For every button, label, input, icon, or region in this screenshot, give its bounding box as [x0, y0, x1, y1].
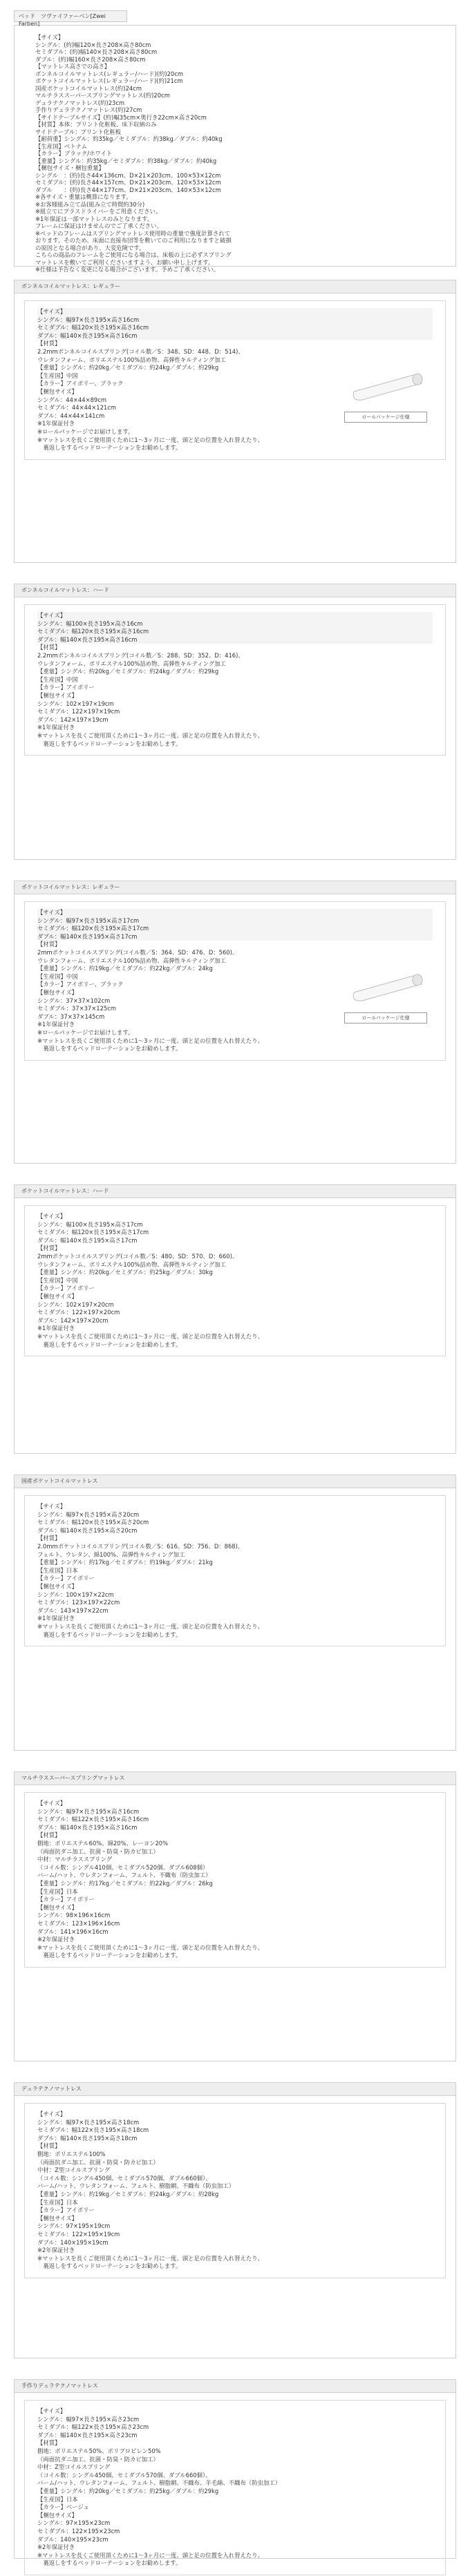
spec-line: 【サイドテーブルサイズ】(約)幅35cm×奥行き22cm×高さ20cm: [35, 113, 207, 121]
spec-line: セミダブル：幅122×長さ195×高さ18cm: [37, 2126, 149, 2134]
spec-line: ※1年保証付き: [37, 1615, 75, 1622]
spec-line: サイドテーブル：プリント化粧板: [35, 128, 121, 135]
spec-line: ※マットレスを長くご使用頂くために1〜3ヶ月に一度、頭と足の位置を入れ替えたり、: [37, 731, 263, 739]
spec-line: セミダブル：(約)幅140×長さ208×高さ80cm: [35, 48, 158, 55]
section-heading: ポケットコイルマットレス：ハード: [15, 1185, 455, 1198]
spec-line: シングル：37×37×102cm: [37, 997, 111, 1004]
spec-line: 【材質】: [37, 340, 61, 347]
mattress-section: [14, 2379, 456, 2567]
spec-line: （両面抗ダニ加工、抗菌・防臭・防カビ加工）: [37, 2455, 159, 2463]
spec-line: シングル：44×44×89cm: [37, 396, 107, 403]
spec-line: ウレタンフォーム、ポリエステル100%詰め物、高弾性キルティング加工: [37, 957, 227, 964]
spec-line: 【重量】シングル：約17kg／セミダブル：約19kg／ダブル：21kg: [37, 1559, 213, 1566]
spec-line: セミダブル：幅120×長さ195×高さ16cm: [37, 324, 433, 332]
spec-line: 【材質】: [37, 1535, 61, 1542]
spec-line: 国産ポケットコイルマットレス(約)24cm: [35, 84, 142, 92]
spec-line: フェルト、ウレタン、綿100%、高弾性キルティング加工: [37, 1550, 185, 1558]
spec-line: 【マットレス高さでの高さ】: [35, 63, 111, 70]
spec-line: 【梱包サイズ】: [37, 1903, 77, 1911]
mattress-section: [14, 584, 456, 860]
mattress-section: [14, 1184, 456, 1454]
roll-package-image: [346, 968, 429, 1009]
spec-line: 【生産国】中国: [37, 972, 78, 980]
spec-line: 【材質】: [37, 941, 61, 948]
spec-line: 【梱包サイズ】: [37, 691, 77, 699]
spec-line: 裏返しをするベッドローテーションをお勧めします。: [37, 1631, 182, 1638]
spec-line: こちらの商品のフレームをご使用になる場合は、床板の上に必ずスプリング: [35, 251, 232, 258]
spec-line: 側地：ポリエステル100%: [37, 2150, 106, 2157]
spec-line: ※仕様は予告なく変更になる場合がございます。予めご了承ください。: [35, 266, 219, 273]
spec-line: フレームに保証はけませんのでご了承ください。: [35, 222, 162, 229]
spec-line: 【サイズ】: [37, 909, 433, 917]
spec-line: 裏返しをするベッドローテーションをお勧めします。: [37, 444, 182, 452]
spec-line: シングル：(約)幅120×長さ208×高さ80cm: [35, 41, 151, 48]
spec-line: 【材質】: [37, 2439, 61, 2447]
spec-line: シングル：幅97×長さ195×高さ16cm: [37, 1807, 140, 1815]
spec-line: 【生産国】日本: [37, 2495, 78, 2503]
spec-line: ダブル：幅140×長さ195×高さ18cm: [37, 2134, 138, 2142]
spec-line: ダブル：幅140×長さ195×高さ17cm: [37, 1236, 138, 1244]
spec-line: ※1年保証は一部マットレスのみとなります。: [35, 215, 153, 222]
spec-line: ※2年保証付き: [37, 2544, 75, 2551]
spec-line: シングル：97×195×23cm: [37, 2519, 111, 2527]
spec-line: 【サイズ】: [35, 34, 64, 41]
spec-line: ウレタンフォーム、ポリエステル100%詰め物、高弾性キルティング加工: [37, 356, 227, 363]
spec-line: ダブル：幅140×長さ195×高さ17cm: [37, 933, 433, 941]
spec-line: セミダブル：122×195×23cm: [37, 2527, 120, 2535]
spec-line: 裏返しをするベッドローテーションをお勧めします。: [37, 740, 182, 747]
spec-line: ダブル：幅140×長さ195×高さ23cm: [37, 2431, 138, 2439]
spec-line: シングル：幅97×長さ195×高さ17cm: [37, 917, 433, 925]
spec-line: 【重量】シングル：約35kg／セミダブル：約38kg／ダブル：約40kg: [35, 157, 217, 164]
spec-line: ※1年保証付き: [37, 1325, 75, 1332]
spec-line: 【サイズ】: [37, 1213, 66, 1220]
spec-line: 【材質】本体：プリント化粧板、床下収納のみ: [35, 121, 157, 128]
spec-line: （コイル数：シングル450個、セミダブル570個、ダブル660個）、: [37, 2174, 212, 2182]
spec-line: シングル：幅97×長さ195×高さ18cm: [37, 2118, 140, 2126]
section-heading: 手作りデュラテクノマットレス: [15, 2380, 455, 2393]
spec-line: （両面抗ダニ加工、抗菌・防臭・防カビ加工）: [37, 2158, 159, 2166]
spec-line: 中材：Z型コイルスプリング: [37, 2166, 111, 2174]
spec-line: ※ロールパッケージでお届けします。: [37, 1028, 134, 1036]
spec-line: 側地：ポリエステル60%、綿20%、レーヨン20%: [37, 1839, 169, 1847]
spec-line: 【カラー】アイボリー: [37, 1285, 95, 1292]
spec-line: 中材：マルチラススプリング: [37, 1856, 113, 1863]
spec-line: セミダブル：幅120×長さ195×高さ16cm: [37, 628, 433, 636]
spec-line: ※マットレスを長くご使用頂くために1〜3ヶ月に一度、頭と足の位置を入れ替えたり、: [37, 436, 263, 443]
mattress-section: [14, 881, 456, 1164]
spec-line: バーム/ハット、ウレタンフォーム、フェルト、樹脂網、不織布、羊毛綿、不織布（防虫加工）: [37, 2479, 281, 2487]
spec-line: 裏返しをするベッドローテーションをお勧めします。: [37, 1340, 182, 1348]
spec-line: 【サイズ】: [37, 308, 433, 316]
spec-line: おります。そのため、床面に直接布団等を敷いてのご利用になりますと破損: [35, 237, 232, 244]
spec-line: セミダブル：122×197×20cm: [37, 1309, 120, 1316]
spec-line: 【重量】シングル：約20kg／セミダブル：約24kg／ダブル：約29kg: [37, 364, 219, 372]
spec-line: ※ベッドのフレームはスプリングマットレス使用時の重量で強度計算されて: [35, 229, 230, 237]
spec-line: セミダブル：123×196×16cm: [37, 1919, 120, 1927]
spec-line: 【梱包サイズ】: [37, 1582, 77, 1590]
spec-line: ダブル：143×197×22cm: [37, 1606, 109, 1614]
spec-line: 2mmポケットコイルスプリング(コイル数／S：364、SD：476、D：560)、: [37, 948, 238, 956]
section-heading: ポケットコイルマットレス：レギュラー: [15, 881, 455, 894]
spec-line: ポケットコイルマットレス(レギュラー/ハード)(約)21cm: [35, 77, 183, 84]
spec-line: ※お客様組み立て品(組み立て時間約30分): [35, 200, 145, 208]
roll-package-caption: ロールパッケージ仕様: [344, 412, 427, 423]
spec-line: 【梱包サイズ】: [37, 2511, 77, 2519]
spec-line: 【カラー】ベージュ: [37, 2503, 90, 2511]
spec-line: ダブル ：(約)長さ44×177cm、D×21×203cm、140×53×12cm: [35, 186, 221, 193]
spec-line: 側地：ポリエステル50%、ポリプロピレン50%: [37, 2447, 161, 2454]
spec-line: 【カラー】ブラック/ホワイト: [35, 150, 113, 157]
spec-line: ※2年保証付き: [37, 1936, 75, 1943]
spec-line: セミダブル：幅120×長さ195×高さ20cm: [37, 1519, 149, 1526]
spec-line: バーム/ハット、ウレタンフォーム、フェルト、樹脂網、不織布（防虫加工）: [37, 2182, 235, 2190]
spec-line: 【材質】: [37, 1832, 61, 1839]
spec-line: 【重量】シングル：約17kg／セミダブル：約22kg／ダブル：26kg: [37, 1879, 213, 1887]
spec-line: 【重量】シングル：約20kg／セミダブル：約24kg／ダブル：約29kg: [37, 668, 219, 675]
spec-line: シングル：102×197×19cm: [37, 700, 114, 707]
spec-line: ※マットレスを長くご使用頂くために1〜3ヶ月に一度、頭と足の位置を入れ替えたり、: [37, 1622, 263, 1630]
spec-line: 【サイズ】: [37, 1503, 66, 1510]
spec-line: シングル：97×195×19cm: [37, 2222, 111, 2230]
spec-line: ウレタンフォーム、ポリエステル100%詰め物、高弾性キルティング加工: [37, 660, 227, 667]
spec-line: 【生産国】中国: [37, 372, 78, 379]
section-spec-box: [24, 2103, 446, 2278]
spec-line: 【材質】: [37, 644, 61, 651]
mattress-section: [14, 2082, 456, 2358]
spec-line: 【カラー】アイボリー: [37, 2207, 95, 2214]
section-spec-box: [24, 1792, 446, 1968]
spec-line: ※1年保証付き: [37, 724, 75, 731]
spec-line: 【梱包サイズ】: [37, 2214, 77, 2222]
spec-line: 【生産国】ベトナム: [35, 142, 87, 150]
section-spec-box: [24, 300, 446, 460]
spec-line: 【重量】シングル：約19kg／セミダブル：約24kg／ダブル：約28kg: [37, 2190, 219, 2198]
product-spec-overview: [14, 10, 456, 273]
spec-line: シングル：102×197×20cm: [37, 1300, 114, 1308]
spec-line: ※1年保証付き: [37, 1021, 75, 1028]
section-spec-box: [24, 901, 446, 1061]
product-title: ベッド ツヴァイファーベン[Zwei Farben]: [14, 10, 127, 22]
spec-line: 【梱包サイズ・梱包重量】: [35, 164, 104, 171]
spec-line: シングル：98×196×16cm: [37, 1912, 111, 1919]
spec-line: ダブル：幅140×長さ195×高さ20cm: [37, 1526, 138, 1534]
roll-package-caption: ロールパッケージ仕様: [344, 1012, 427, 1023]
spec-line: （コイル数：シングル410個、セミダブル520個、ダブル608個）: [37, 1863, 209, 1871]
section-spec-box: [24, 1495, 446, 1646]
spec-line: 【サイズ】: [37, 2407, 66, 2414]
spec-line: 【梱包サイズ】: [37, 988, 77, 996]
spec-line: ダブル：(約)幅160×長さ208×高さ80cm: [35, 55, 146, 63]
spec-line: 【生産国】日本: [37, 1887, 78, 1895]
spec-line: 裏返しをするベッドローテーションをお勧めします。: [37, 2262, 182, 2270]
spec-line: セミダブル：122×197×19cm: [37, 708, 120, 715]
spec-line: ※マットレスを長くご使用頂くために1〜3ヶ月に一度、頭と足の位置を入れ替えたり、: [37, 1943, 263, 1951]
spec-line: バーム/ハット、ウレタンフォーム、フェルト、不織布（防虫加工）: [37, 1872, 212, 1879]
frame-spec-box: [14, 25, 456, 273]
spec-line: ※組立てにプラスドライバーをご用意ください。: [35, 208, 162, 215]
spec-line: 【材質】: [37, 2142, 61, 2150]
spec-line: 中材：Z型コイルスプリング: [37, 2463, 111, 2471]
spec-line: 裏返しをするベッドローテーションをお勧めします。: [37, 1952, 182, 1959]
spec-line: 【カラー】アイボリー、ブラック: [37, 380, 124, 387]
section-spec-box: [24, 2400, 446, 2575]
spec-line: 2mmポケットコイルスプリング(コイル数／S：480、SD：570、D：660)、: [37, 1252, 238, 1260]
spec-line: ダブル：142×197×19cm: [37, 715, 109, 723]
spec-line: ダブル：140×195×19cm: [37, 2238, 109, 2246]
spec-line: 【カラー】アイボリー、ブラック: [37, 981, 124, 988]
spec-line: ダブル：幅140×長さ195×高さ16cm: [37, 1823, 138, 1831]
spec-line: シングル ：(約)長さ44×136cm、D×21×203cm、100×53×12cm: [35, 171, 221, 179]
spec-line: 【材質】: [37, 1244, 61, 1252]
spec-line: ダブル：37×37×145cm: [37, 1012, 105, 1020]
spec-line: デュラテクノマットレス(約)23cm: [35, 99, 125, 106]
spec-line: ※マットレスを長くご使用頂くために1〜3ヶ月に一度、頭と足の位置を入れ替えたり、: [37, 2551, 263, 2559]
section-heading: ボンネルコイルマットレス：ハード: [15, 584, 455, 597]
spec-line: セミダブル：44×44×121cm: [37, 404, 117, 412]
spec-line: 【生産国】日本: [37, 2198, 78, 2206]
spec-line: ※ロールパッケージでお届けします。: [37, 427, 134, 435]
roll-package-image: [346, 367, 429, 408]
spec-line: ボンネルコイルマットレス(レギュラー/ハード)(約)20cm: [35, 70, 184, 77]
spec-line: 【重量】シングル：約20kg／セミダブル：約25kg／ダブル：約29kg: [37, 2487, 219, 2495]
spec-line: セミダブル：幅122×長さ195×高さ16cm: [37, 1816, 149, 1823]
mattress-section: [14, 1474, 456, 1751]
section-heading: ボンネルコイルマットレス：レギュラー: [15, 280, 455, 294]
spec-line: ※マットレスを長くご使用頂くために1〜3ヶ月に一度、頭と足の位置を入れ替えたり、: [37, 1037, 263, 1044]
mattress-section: [14, 1771, 456, 2061]
spec-line: 【生産国】日本: [37, 1566, 78, 1574]
mattress-section: [14, 280, 456, 563]
spec-line: （両面抗ダニ加工、抗菌・防臭・防カビ加工）: [37, 1847, 159, 1855]
spec-line: ※2年保証付き: [37, 2247, 75, 2254]
spec-line: ダブル：幅140×長さ195×高さ16cm: [37, 636, 433, 644]
spec-line: ダブル：141×196×16cm: [37, 1928, 109, 1935]
spec-line: ダブル：幅140×長さ195×高さ16cm: [37, 332, 433, 340]
spec-line: 裏返しをするベッドローテーションをお勧めします。: [37, 1045, 182, 1052]
spec-line: 【カラー】アイボリー: [37, 684, 95, 691]
spec-line: の原因となる場合があり、大変危険です。: [35, 244, 145, 251]
spec-line: 【サイズ】: [37, 2111, 66, 2117]
spec-line: シングル：100×197×22cm: [37, 1590, 114, 1598]
spec-line: ダブル：44×44×141cm: [37, 412, 105, 419]
section-spec-box: [24, 1205, 446, 1356]
spec-line: シングル：幅97×長さ195×高さ16cm: [37, 316, 433, 325]
spec-line: セミダブル：(約)長さ44×157cm、D×21×203cm、120×53×12cm: [35, 179, 221, 186]
spec-line: セミダブル：122×195×19cm: [37, 2230, 120, 2238]
spec-line: 2.2mmボンネルコイルスプリング(コイル数／S：288、SD：352、D：416)、: [37, 651, 244, 659]
spec-line: セミダブル：幅120×長さ195×高さ17cm: [37, 1229, 149, 1236]
section-heading: 国産ポケットコイルマットレス: [15, 1475, 455, 1488]
spec-line: 【カラー】アイボリー: [37, 1896, 95, 1903]
spec-line: 裏返しをするベッドローテーションをお勧めします。: [37, 2559, 182, 2567]
spec-line: ※1年保証付き: [37, 420, 75, 427]
spec-line: 【耐荷重】シングル：約35kg／セミダブル：約38kg／ダブル：約40kg: [35, 135, 223, 142]
section-spec-box: [24, 604, 446, 756]
spec-line: セミダブル：123×197×22cm: [37, 1599, 120, 1606]
spec-line: 【重量】シングル：約19kg／セミダブル：約22kg／ダブル：24kg: [37, 965, 213, 972]
spec-line: シングル：幅100×長さ195×高さ17cm: [37, 1220, 143, 1228]
spec-line: セミダブル：幅122×長さ195×高さ23cm: [37, 2423, 149, 2431]
spec-line: 【梱包サイズ】: [37, 387, 77, 395]
spec-line: 2.0mmポケットコイルスプリング(コイル数／S：616、SD：756、D：868)、: [37, 1542, 244, 1550]
spec-line: ダブル：142×197×20cm: [37, 1316, 109, 1324]
spec-line: 【サイズ】: [37, 1800, 66, 1807]
spec-line: シングル：幅97×長さ195×高さ20cm: [37, 1510, 140, 1518]
spec-line: マットレスを敷いてご利用くださいますよう、お願い申し上げます。: [35, 258, 214, 266]
spec-line: 手作りデュラテクノマットレス(約)27cm: [35, 106, 142, 113]
spec-line: 【梱包サイズ】: [37, 1292, 77, 1300]
spec-line: ※マットレスを長くご使用頂くために1〜3ヶ月に一度、頭と足の位置を入れ替えたり、: [37, 1332, 263, 1340]
spec-line: 【生産国】中国: [37, 675, 78, 683]
spec-line: 2.2mmボンネルコイルスプリング(コイル数／S：348、SD：448、D：514)、: [37, 347, 244, 355]
spec-line: 【重量】シングル：約20kg／セミダブル：約25kg／ダブル：30kg: [37, 1269, 213, 1276]
section-heading: マルチラススーパースプリングマットレス: [15, 1772, 455, 1785]
spec-line: マルチラススーパースプリングマットレス(約)20cm: [35, 92, 170, 99]
spec-line: 【生産国】中国: [37, 1276, 78, 1284]
spec-line: ダブル：140×195×23cm: [37, 2535, 109, 2543]
spec-line: （コイル数：シングル450個、セミダブル570個、ダブル660個）、: [37, 2471, 212, 2479]
spec-line: シングル：幅97×長さ195×高さ23cm: [37, 2415, 140, 2423]
spec-line: セミダブル：37×37×125cm: [37, 1005, 117, 1012]
spec-line: ※マットレスを長くご使用頂くために1〜3ヶ月に一度、頭と足の位置を入れ替えたり、: [37, 2254, 263, 2262]
spec-line: ウレタンフォーム、ポリエステル100%詰め物、高弾性キルティング加工: [37, 1260, 227, 1268]
spec-line: 【カラー】アイボリー: [37, 1575, 95, 1582]
section-heading: デュラテクノマットレス: [15, 2083, 455, 2096]
spec-line: 【サイズ】: [37, 612, 433, 620]
spec-line: シングル：幅100×長さ195×高さ16cm: [37, 620, 433, 628]
spec-line: ※各サイズ・重量は概算になります。: [35, 193, 132, 200]
spec-line: セミダブル：幅120×長さ195×高さ17cm: [37, 925, 433, 933]
